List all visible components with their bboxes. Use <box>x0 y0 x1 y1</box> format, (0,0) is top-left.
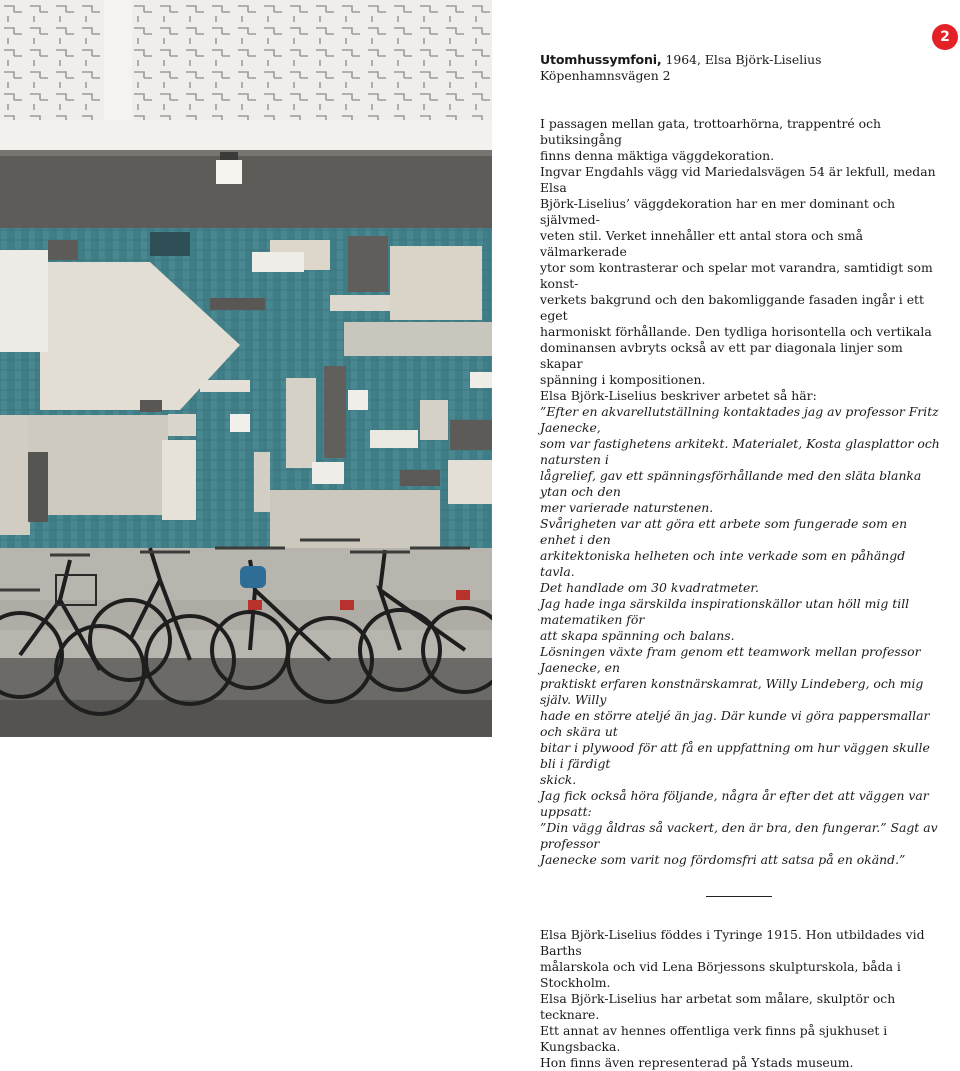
quote-line: mer varierade naturstenen. <box>540 500 714 515</box>
bio-line: Elsa Björk-Liselius har arbetat som målare, skulptör och tecknare. <box>540 991 896 1022</box>
artist-bio <box>540 927 940 1071</box>
quote-line: Jag fick också höra följande, några år efter det att väggen var uppsatt: <box>540 788 929 819</box>
quote-line: arkitektoniska helheten och inte verkade som en påhängd tavla. <box>540 548 906 579</box>
bio-line: Elsa Björk-Liselius föddes i Tyringe 1915. Hon utbildades vid Barths <box>540 927 925 958</box>
artwork-location: Köpenhamnsvägen 2 <box>540 68 671 83</box>
section-divider <box>706 896 772 897</box>
intro-line: finns denna mäktiga väggdekoration. <box>540 148 775 163</box>
intro-line: ytor som kontrasterar och spelar mot varandra, samtidigt som konst- <box>540 260 933 291</box>
bio-line: Ett annat av hennes offentliga verk finns på sjukhuset i Kungsbacka. <box>540 1023 888 1054</box>
bio-line: Hon finns även representerad på Ystads museum. <box>540 1055 854 1070</box>
intro-paragraph <box>540 116 940 404</box>
intro-line: harmoniskt förhållande. Den tydliga horisontella och vertikala <box>540 324 932 339</box>
quote-line: hade en större ateljé än jag. Där kunde vi göra pappersmallar och skära ut <box>540 708 930 739</box>
page-number-badge: 2 <box>932 24 958 50</box>
artwork-heading <box>540 52 940 84</box>
article-text <box>540 52 940 1071</box>
mural-photo-illustration <box>0 0 492 737</box>
intro-line: veten stil. Verket innehåller ett antal stora och små välmarkerade <box>540 228 863 259</box>
quote-line: som var fastighetens arkitekt. Materialet, Kosta glasplattor och natursten i <box>540 436 940 467</box>
quote-line: lågrelief, gav ett spänningsförhållande med den släta blanka ytan och den <box>540 468 922 499</box>
quote-line: praktiskt erfaren konstnärskamrat, Willy Lindeberg, och mig själv. Willy <box>540 676 924 707</box>
quote-line: Lösningen växte fram genom ett teamwork mellan professor Jaenecke, en <box>540 644 921 675</box>
intro-line: dominansen avbryts också av ett par diagonala linjer som skapar <box>540 340 903 371</box>
quote-line: skick. <box>540 772 577 787</box>
mural-photo <box>0 0 492 737</box>
quote-line: Jaenecke som varit nog fördomsfri att satsa på en okänd.” <box>540 852 906 867</box>
intro-line: spänning i kompositionen. <box>540 372 706 387</box>
intro-line: Björk-Liselius’ väggdekoration har en mer dominant och självmed- <box>540 196 896 227</box>
artwork-meta: 1964, Elsa Björk-Liselius <box>665 52 822 67</box>
quote-line: ”Din vägg åldras så vackert, den är bra, den fungerar.” Sagt av professor <box>540 820 938 851</box>
quote-line: bitar i plywood för att få en uppfattning om hur väggen skulle bli i färdigt <box>540 740 930 771</box>
intro-line: verkets bakgrund och den bakomliggande fasaden ingår i ett eget <box>540 292 925 323</box>
quote-line: att skapa spänning och balans. <box>540 628 735 643</box>
intro-line: Ingvar Engdahls vägg vid Mariedalsvägen 54 är lekfull, medan Elsa <box>540 164 936 195</box>
artwork-title: Utomhussymfoni, <box>540 52 662 67</box>
intro-line: I passagen mellan gata, trottoarhörna, trappentré och butiksingång <box>540 116 882 147</box>
quote-line: Jag hade inga särskilda inspirationskällor utan höll mig till matematiken för <box>540 596 910 627</box>
quote-line: Svårigheten var att göra ett arbete som fungerade som en enhet i den <box>540 516 908 547</box>
artist-quote <box>540 404 940 868</box>
quote-line: Det handlade om 30 kvadratmeter. <box>540 580 759 595</box>
intro-line: Elsa Björk-Liselius beskriver arbetet så här: <box>540 388 817 403</box>
quote-line: ”Efter en akvarellutställning kontaktades jag av professor Fritz Jaenecke, <box>540 404 939 435</box>
bio-line: målarskola och vid Lena Börjessons skulpturskola, båda i Stockholm. <box>540 959 901 990</box>
